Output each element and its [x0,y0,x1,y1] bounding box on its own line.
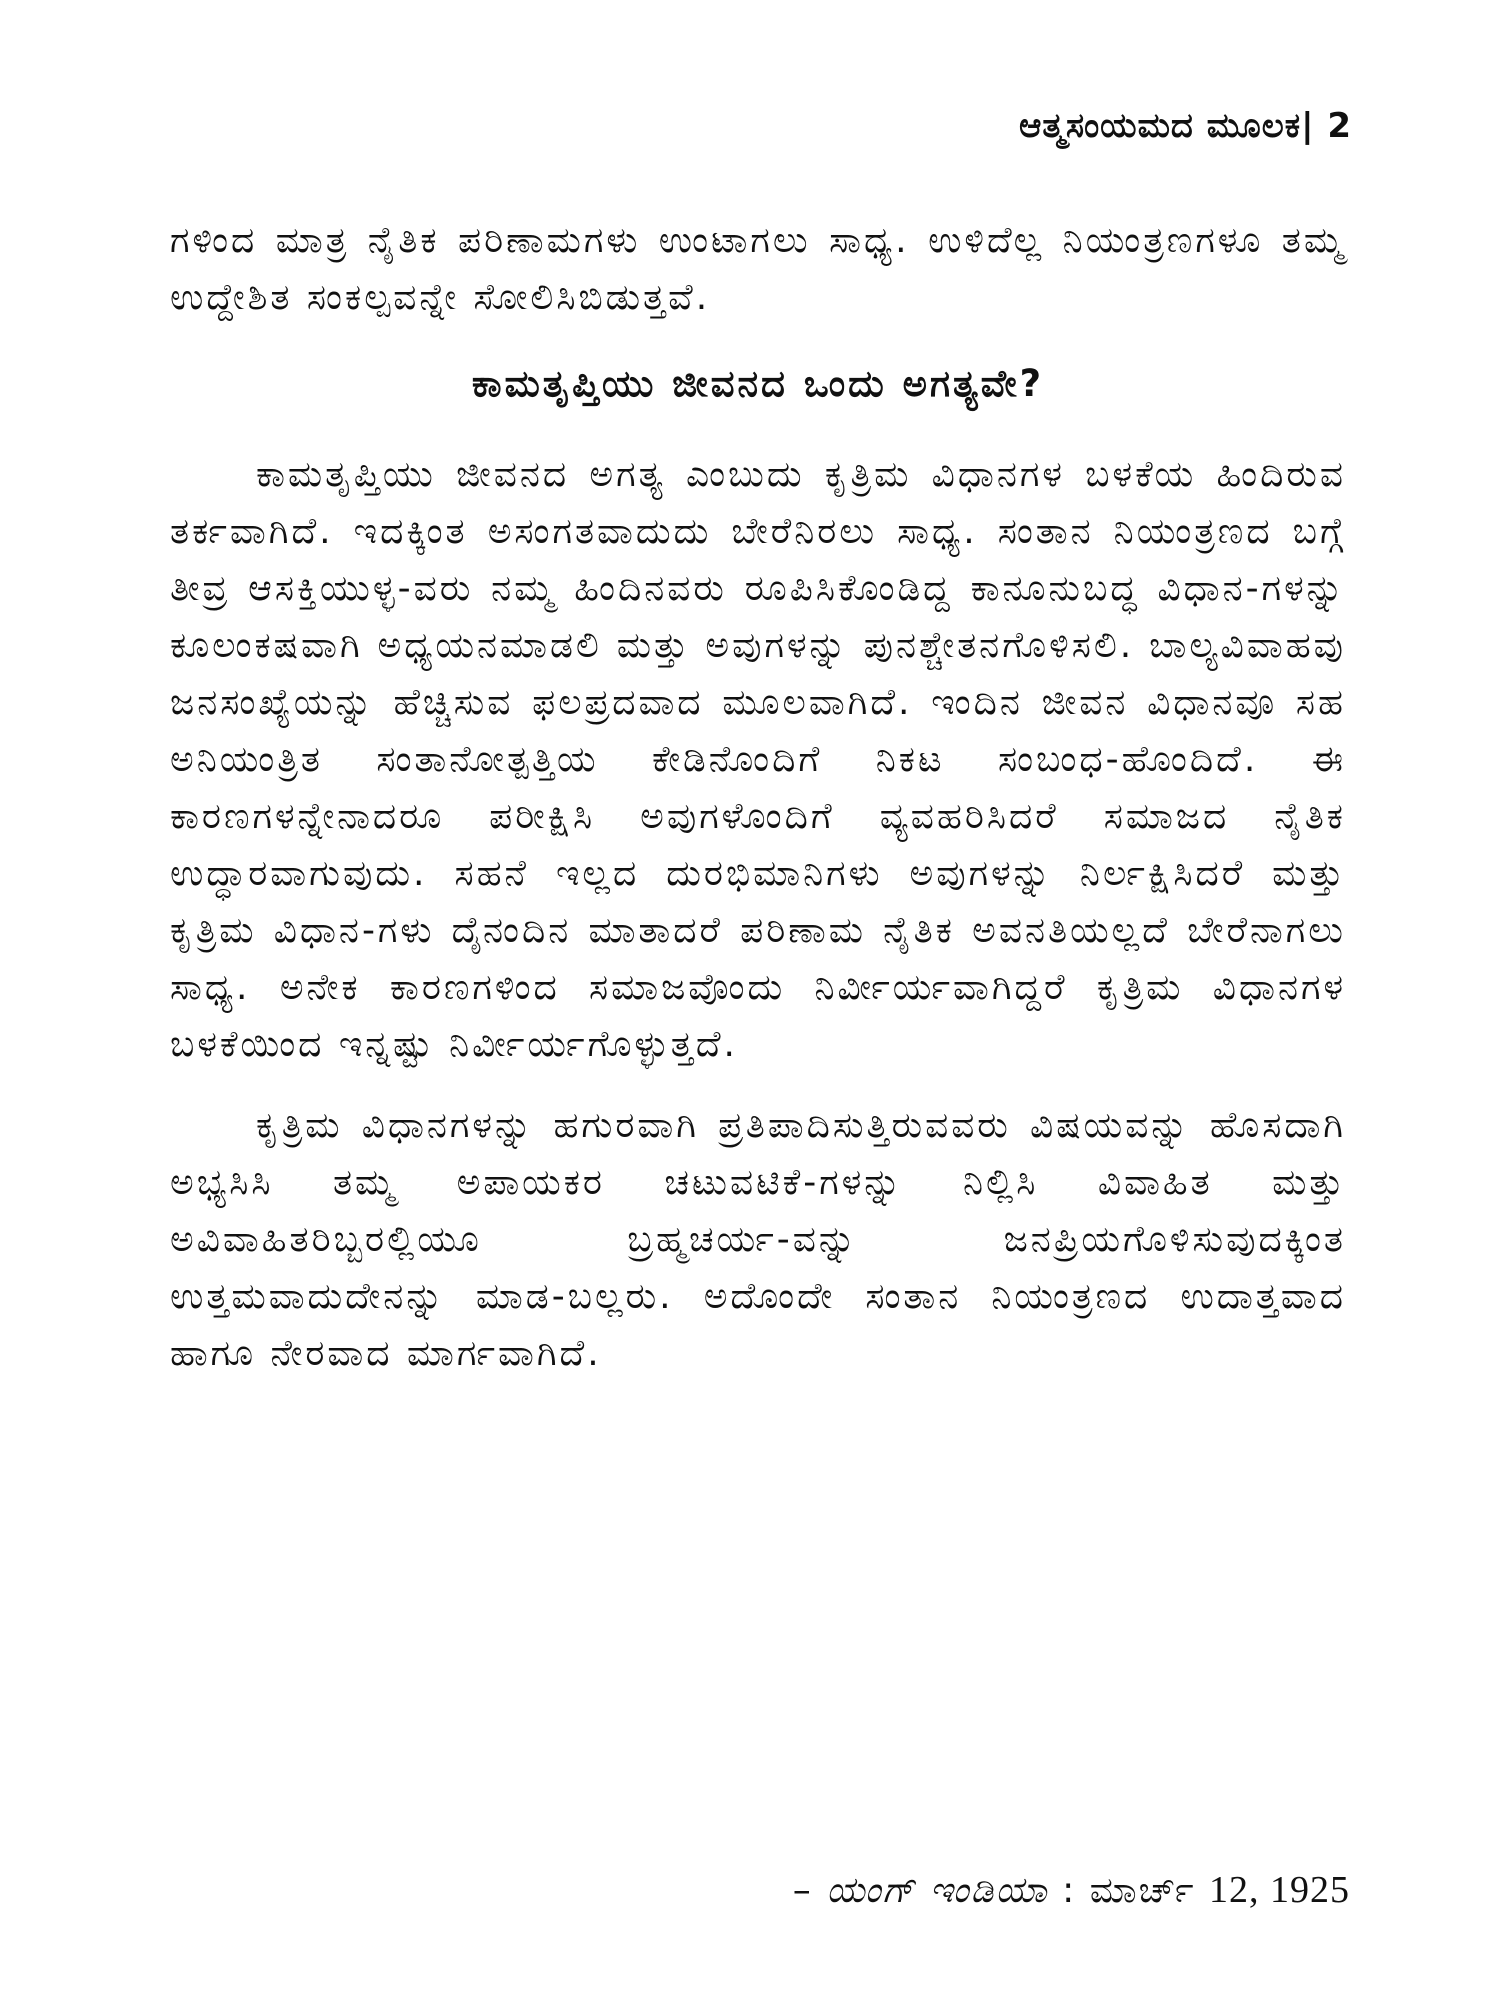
body-paragraph-1: ಕಾಮತೃಪ್ತಿಯು ಜೀವನದ ಅಗತ್ಯ ಎಂಬುದು ಕೃತ್ರಿಮ ವಿಧಾನಗಳ ಬಳಕೆಯ ಹಿಂದಿರುವ ತರ್ಕವಾಗಿದೆ. ಇದಕ್ಕಿಂತ ಅಸಂಗತವಾದುದು ಬೇರೆನಿರಲು ಸಾಧ್ಯ. ಸಂತಾನ ನಿಯಂತ್ರಣದ ಬಗ್ಗೆ ತೀವ್ರ ಆಸಕ್ತಿಯುಳ್ಳ-ವರು ನಮ್ಮ ಹಿಂದಿನವರು ರೂಪಿಸಿಕೊಂಡಿದ್ದ ಕಾನೂನುಬದ್ಧ ವಿಧಾನ-ಗಳನ್ನು ಕೂಲಂಕಷವಾಗಿ ಅಧ್ಯಯನಮಾಡಲಿ ಮತ್ತು ಅವುಗಳನ್ನು ಪುನಶ್ಚೇತನಗೊಳಿಸಲಿ. ಬಾಲ್ಯವಿವಾಹವು ಜನಸಂಖ್ಯೆಯನ್ನು ಹೆಚ್ಚಿಸುವ ಫಲಪ್ರದವಾದ ಮೂಲವಾಗಿದೆ. ಇಂದಿನ ಜೀವನ ವಿಧಾನವೂ ಸಹ ಅನಿಯಂತ್ರಿತ ಸಂತಾನೋತ್ಪತ್ತಿಯ ಕೇಡಿನೊಂದಿಗೆ ನಿಕಟ ಸಂಬಂಧ-ಹೊಂದಿದೆ. ಈ ಕಾರಣಗಳನ್ನೇನಾದರೂ ಪರೀಕ್ಷಿಸಿ ಅವುಗಳೊಂದಿಗೆ ವ್ಯವಹರಿಸಿದರೆ ಸಮಾಜದ ನೈತಿಕ ಉದ್ಧಾರವಾಗುವುದು. ಸಹನೆ ಇಲ್ಲದ ದುರಭಿಮಾನಿಗಳು ಅವುಗಳನ್ನು ನಿರ್ಲಕ್ಷಿಸಿದರೆ ಮತ್ತು ಕೃತ್ರಿಮ ವಿಧಾನ-ಗಳು ದೈನಂದಿನ ಮಾತಾದರೆ ಪರಿಣಾಮ ನೈತಿಕ ಅವನತಿಯಲ್ಲದೆ ಬೇರೆನಾಗಲು ಸಾಧ್ಯ. ಅನೇಕ ಕಾರಣಗಳಿಂದ ಸಮಾಜವೊಂದು ನಿರ್ವೀರ್ಯವಾಗಿದ್ದರೆ ಕೃತ್ರಿಮ ವಿಧಾನಗಳ ಬಳಕೆಯಿಂದ ಇನ್ನಷ್ಟು ನಿರ್ವೀರ್ಯಗೊಳ್ಳುತ್ತದೆ. [170,454,1346,1065]
intro-paragraph: ಗಳಿಂದ ಮಾತ್ರ ನೈತಿಕ ಪರಿಣಾಮಗಳು ಉಂಟಾಗಲು ಸಾಧ್ಯ. ಉಳಿದೆಲ್ಲ ನಿಯಂತ್ರಣಗಳೂ ತಮ್ಮ ಉದ್ದೇಶಿತ ಸಂಕಲ್ಪವನ್ನೇ ಸೋಲಿಸಿಬಿಡುತ್ತವೆ. [170,220,1346,318]
attribution-month: ಮಾರ್ಚ್ [1089,1870,1196,1911]
attribution-separator: : [1062,1870,1077,1911]
attribution-dash: – [792,1870,813,1911]
attribution-source: ಯಂಗ್ ಇಂಡಿಯಾ [826,1870,1049,1911]
attribution-date: 12, 1925 [1209,1869,1350,1911]
running-header: ಆತ್ಮಸಂಯಮದ ಮೂಲಕ| 2 [1018,106,1352,146]
section-heading: ಕಾಮತೃಪ್ತಿಯು ಜೀವನದ ಒಂದು ಅಗತ್ಯವೇ? [471,362,1045,405]
attribution [793,1868,1350,1912]
section-body [170,446,1346,1382]
intro-block [170,212,1346,326]
body-paragraph-2: ಕೃತ್ರಿಮ ವಿಧಾನಗಳನ್ನು ಹಗುರವಾಗಿ ಪ್ರತಿಪಾದಿಸುತ್ತಿರುವವರು ವಿಷಯವನ್ನು ಹೊಸದಾಗಿ ಅಭ್ಯಸಿಸಿ ತಮ್ಮ ಅಪಾಯಕರ ಚಟುವಟಿಕೆ-ಗಳನ್ನು ನಿಲ್ಲಿಸಿ ವಿವಾಹಿತ ಮತ್ತು ಅವಿವಾಹಿತರಿಬ್ಬರಲ್ಲಿಯೂ ಬ್ರಹ್ಮಚರ್ಯ-ವನ್ನು ಜನಪ್ರಿಯಗೊಳಿಸುವುದಕ್ಕಿಂತ ಉತ್ತಮವಾದುದೇನನ್ನು ಮಾಡ-ಬಲ್ಲರು. ಅದೊಂದೇ ಸಂತಾನ ನಿಯಂತ್ರಣದ ಉದಾತ್ತವಾದ ಹಾಗೂ ನೇರವಾದ ಮಾರ್ಗವಾಗಿದೆ. [170,1105,1346,1374]
